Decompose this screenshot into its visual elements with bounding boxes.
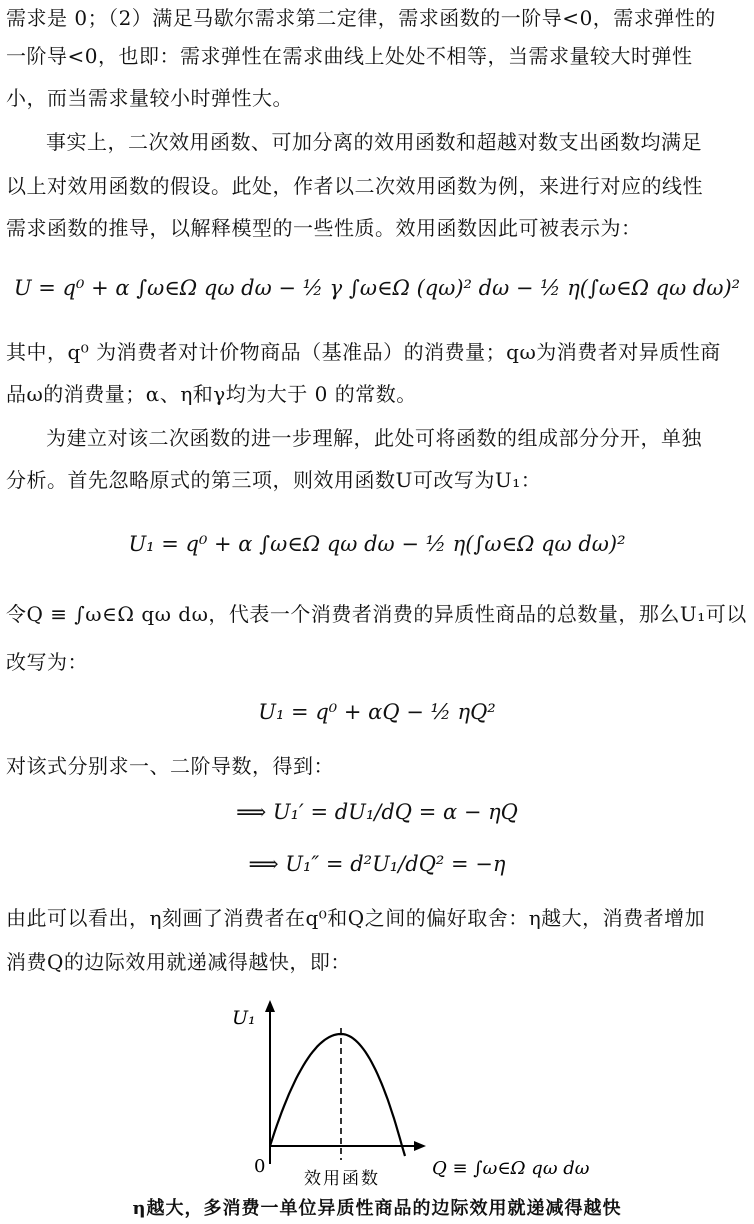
paragraph-line: 由此可以看出，η刻画了消费者在q⁰和Q之间的偏好取舍：η越大，消费者增加 xyxy=(6,906,706,930)
paragraph-line: 消费Q的边际效用就递减得越快，即： xyxy=(6,950,351,974)
paragraph-line: 品ω的消费量；α、η和γ均为大于 0 的常数。 xyxy=(6,382,417,406)
paragraph-line: 一阶导<0，也即：需求弹性在需求曲线上处处不相等，当需求量较大时弹性 xyxy=(6,44,693,68)
utility-chart xyxy=(0,994,754,1194)
paragraph-line: 需求是 0；（2）满足马歇尔需求第二定律，需求函数的一阶导<0，需求弹性的 xyxy=(6,6,716,30)
paragraph-line: 令Q ≡ ∫ω∈Ω qω dω，代表一个消费者消费的异质性商品的总数量，那么U₁可以 xyxy=(6,602,747,626)
equation-u1-in-q: U₁ = q⁰ + αQ − ½ ηQ² xyxy=(258,700,496,724)
paragraph-line: 为建立对该二次函数的进一步理解，此处可将函数的组成部分分开，单独 xyxy=(46,426,702,450)
x-axis-label: Q ≡ ∫ω∈Ω qω dω xyxy=(432,1158,590,1179)
paragraph-line: 小，而当需求量较小时弹性大。 xyxy=(6,86,293,110)
utility-curve xyxy=(270,1034,405,1156)
paragraph-line: 事实上，二次效用函数、可加分离的效用函数和超越对数支出函数均满足 xyxy=(46,130,702,154)
y-axis-arrow xyxy=(265,1000,275,1012)
equation-utility-u1: U₁ = q⁰ + α ∫ω∈Ω qω dω − ½ η(∫ω∈Ω qω dω)² xyxy=(128,532,626,556)
paragraph-line: 改写为： xyxy=(6,650,88,674)
equation-second-derivative: ⟹ U₁″ = d²U₁/dQ² = −η xyxy=(248,852,506,876)
paragraph-line: 需求函数的推导，以解释模型的一些性质。效用函数因此可被表示为： xyxy=(6,216,642,240)
x-axis-arrow xyxy=(414,1141,426,1151)
y-axis-label: U₁ xyxy=(232,1007,256,1029)
figure-caption: η越大，多消费一单位异质性商品的边际效用就递减得越快 xyxy=(132,1198,622,1219)
origin-label: 0 xyxy=(254,1156,266,1177)
paragraph-line: 对该式分别求一、二阶导数，得到： xyxy=(6,754,334,778)
paragraph-line: 以上对效用函数的假设。此处，作者以二次效用函数为例，来进行对应的线性 xyxy=(6,174,703,198)
equation-utility-u: U = q⁰ + α ∫ω∈Ω qω dω − ½ γ ∫ω∈Ω (qω)² dω − ½ η(∫ω∈Ω qω dω)² xyxy=(13,276,741,300)
equation-first-derivative: ⟹ U₁′ = dU₁/dQ = α − ηQ xyxy=(236,800,518,824)
curve-label: 效用函数 xyxy=(304,1169,380,1189)
paragraph-line: 其中，q⁰ 为消费者对计价物商品（基准品）的消费量；qω为消费者对异质性商 xyxy=(6,340,721,364)
paragraph-line: 分析。首先忽略原式的第三项，则效用函数U可改写为U₁： xyxy=(6,468,542,492)
